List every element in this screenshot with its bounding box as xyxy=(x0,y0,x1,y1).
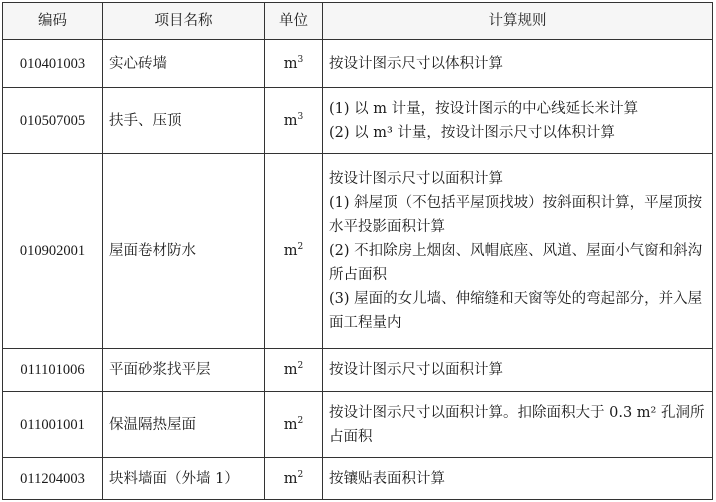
calc-rule xyxy=(323,458,713,500)
item-unit: $m^2$ xyxy=(265,154,323,349)
item-unit: $m^2$ xyxy=(265,458,323,500)
header-row xyxy=(3,3,713,40)
header-unit: 单位 xyxy=(265,3,323,40)
rule-line: (3) 屋面的女儿墙、伸缩缝和天窗等处的弯起部分，并入屋面工程量内 xyxy=(329,291,703,331)
rule-line: (1) 以 m 计量，按设计图示的中心线延长米计算 xyxy=(329,100,639,117)
item-unit: $m^2$ xyxy=(265,392,323,458)
table-row xyxy=(3,349,713,392)
item-name: 保温隔热屋面 xyxy=(103,392,265,458)
item-unit: $m^2$ xyxy=(265,349,323,392)
table-row xyxy=(3,88,713,154)
rule-line: (2) 不扣除房上烟囱、风帽底座、风道、屋面小气窗和斜沟所占面积 xyxy=(329,243,703,283)
calc-rule xyxy=(323,40,713,88)
item-code: 010902001 xyxy=(3,154,103,349)
item-name: 平面砂浆找平层 xyxy=(103,349,265,392)
calc-rule xyxy=(323,349,713,392)
table-row xyxy=(3,392,713,458)
item-name: 屋面卷材防水 xyxy=(103,154,265,349)
item-code: 011001001 xyxy=(3,392,103,458)
calc-rule xyxy=(323,392,713,458)
item-code: 011101006 xyxy=(3,349,103,392)
rule-line: 按设计图示尺寸以面积计算 xyxy=(329,362,503,378)
header-item-name: 项目名称 xyxy=(103,3,265,40)
table-row xyxy=(3,40,713,88)
item-name: 实心砖墙 xyxy=(103,40,265,88)
header-code: 编码 xyxy=(3,3,103,40)
table-row xyxy=(3,458,713,500)
quantity-rules-table xyxy=(2,2,713,500)
header-calc-rule: 计算规则 xyxy=(323,3,713,40)
calc-rule xyxy=(323,154,713,349)
rule-line: 按设计图示尺寸以面积计算。扣除面积大于 0.3 m² 孔洞所占面积 xyxy=(329,404,705,445)
item-code: 011204003 xyxy=(3,458,103,500)
rule-line: 按设计图示尺寸以面积计算 xyxy=(329,171,503,187)
item-name: 块料墙面（外墙 1） xyxy=(103,458,265,500)
item-code: 010401003 xyxy=(3,40,103,88)
rule-line: 按设计图示尺寸以体积计算 xyxy=(329,55,503,72)
calc-rule xyxy=(323,88,713,154)
item-unit: $m^3$ xyxy=(265,40,323,88)
rule-line: (2) 以 m³ 计量，按设计图示尺寸以体积计算 xyxy=(329,124,615,141)
rule-line: 按镶贴表面积计算 xyxy=(329,470,445,487)
item-name: 扶手、压顶 xyxy=(103,88,265,154)
table-row xyxy=(3,154,713,349)
item-unit: $m^3$ xyxy=(265,88,323,154)
rule-line: (1) 斜屋顶（不包括平屋顶找坡）按斜面积计算，平屋顶按水平投影面积计算 xyxy=(329,195,703,235)
item-code: 010507005 xyxy=(3,88,103,154)
